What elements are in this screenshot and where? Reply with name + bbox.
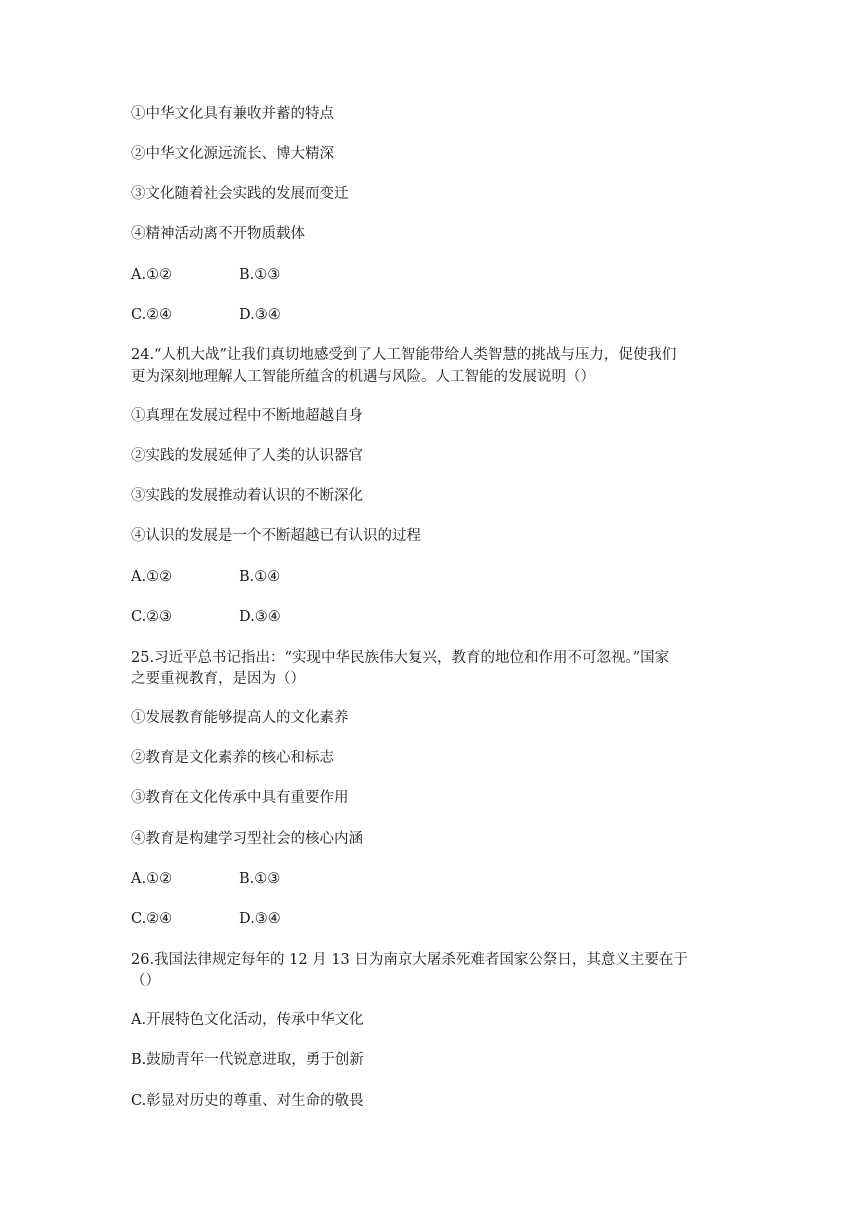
q23-item-2: ②中华文化源远流长、博大精深 <box>131 146 334 162</box>
q24-option-a: A.①② <box>131 569 173 585</box>
q26-stem-line-2: （） <box>131 973 160 989</box>
q25-option-a: A.①② <box>131 871 173 887</box>
q24-item-2: ②实践的发展延伸了人类的认识器官 <box>131 448 363 464</box>
q23-option-d: D.③④ <box>239 307 281 323</box>
q25-item-3: ③教育在文化传承中具有重要作用 <box>131 790 349 806</box>
q23-option-b: B.①③ <box>239 267 281 283</box>
q23-item-4: ④精神活动离不开物质载体 <box>131 226 305 242</box>
q26-option-a: A.开展特色文化活动，传承中华文化 <box>131 1012 364 1028</box>
q23-item-1: ①中华文化具有兼收并蓄的特点 <box>131 106 334 122</box>
q26-option-c: C.彰显对历史的尊重、对生命的敬畏 <box>131 1093 364 1109</box>
q24-stem-line-2: 更为深刻地理解人工智能所蕴含的机遇与风险。人工智能的发展说明（） <box>131 369 595 385</box>
q25-item-4: ④教育是构建学习型社会的核心内涵 <box>131 831 363 847</box>
q25-stem-line-2: 之要重视教育，是因为（） <box>131 671 305 687</box>
q25-item-2: ②教育是文化素养的核心和标志 <box>131 750 334 766</box>
q26-option-b: B.鼓励青年一代锐意进取，勇于创新 <box>131 1052 364 1068</box>
q24-option-d: D.③④ <box>239 609 281 625</box>
q24-item-4: ④认识的发展是一个不断超越已有认识的过程 <box>131 528 421 544</box>
q23-item-3: ③文化随着社会实践的发展而变迁 <box>131 186 349 202</box>
q24-option-b: B.①④ <box>239 569 281 585</box>
q25-stem-line-1: 25.习近平总书记指出：“实现中华民族伟大复兴，教育的地位和作用不可忽视。”国家 <box>131 650 670 666</box>
q23-option-a: A.①② <box>131 267 173 283</box>
q25-item-1: ①发展教育能够提高人的文化素养 <box>131 710 349 726</box>
q25-option-c: C.②④ <box>131 911 173 927</box>
q24-item-1: ①真理在发展过程中不断地超越自身 <box>131 408 363 424</box>
q24-item-3: ③实践的发展推动着认识的不断深化 <box>131 488 363 504</box>
q25-option-b: B.①③ <box>239 871 281 887</box>
q25-option-d: D.③④ <box>239 911 281 927</box>
q24-stem-line-1: 24.“人机大战”让我们真切地感受到了人工智能带给人类智慧的挑战与压力，促使我们 <box>131 347 677 363</box>
q23-option-c: C.②④ <box>131 307 173 323</box>
q26-stem-line-1: 26.我国法律规定每年的 12 月 13 日为南京大屠杀死难者国家公祭日，其意义主要在于 <box>131 952 688 968</box>
q24-option-c: C.②③ <box>131 609 173 625</box>
